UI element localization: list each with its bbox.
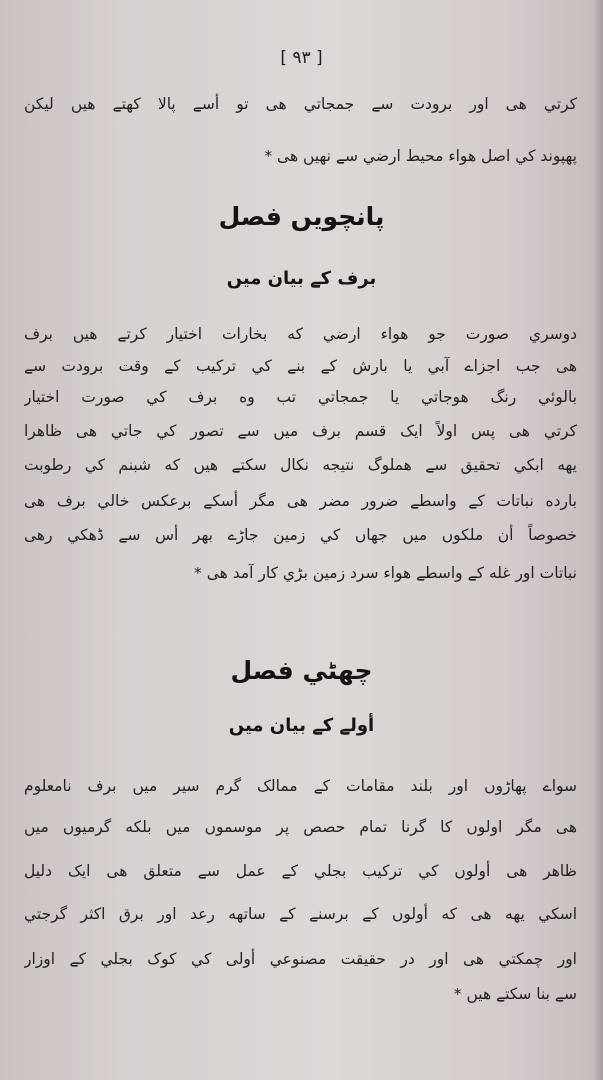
text-line: بالوئي رنگ هوجاتي يا جمجاتي تب وه برف كي صورت اختيار [24,388,577,406]
text-line: سے بنا سكتے هيں * [453,985,577,1003]
chapter-subheading: برف كے بيان ميں [226,268,377,289]
text-line: بارده نباتات كے واسطے ضرور مضر هى مگر أسكے برعكس خالي برف هى [24,492,577,510]
chapter-subheading: أولے كے بيان ميں [228,715,375,736]
page-number: [ ٩٣ ] [280,48,323,68]
chapter-heading: چهٹي فصل [230,656,373,685]
text-line: پهپوند كي اصل هواء محيط ارضي سے نهيں هى * [264,147,577,165]
text-line: اور چمكتي هى اور در حقيقت مصنوعي أولى كي كوک بجلي كے اوزار [24,950,577,968]
text-line: هى مگر اولوں كا گرنا تمام حصص پر موسموں ميں بلكه گرميوں ميں [24,818,577,836]
text-line: اسكي يهه هى كه أولوں كے برسنے كے ساتهه رعد اور برق اكثر گرجتي [24,905,577,923]
text-line: يهه ابكي تحقيق سے هملوگ نتيجه نكال سكتے هيں كه شبنم كي رطوبت [24,456,577,474]
text-line: نباتات اور غله كے واسطے هواء سرد زمين بڑي كار آمد هى * [194,564,577,582]
text-line: هى جب اجزاے آبي يا بارش كے بنے كي تركيب كے وقت برودت سے [24,357,577,375]
text-line: سواے پهاڑوں اور بلند مقامات كے ممالک گرم سير ميں برف نامعلوم [24,777,577,795]
text-line: خصوصاً أن ملكوں ميں جهاں كي زمين جاڑے بهر أس سے ڈهكي رهى [24,526,577,544]
page-spine-shadow [593,0,603,1080]
chapter-heading: پانچويں فصل [218,202,385,231]
text-line: كرتي هى پس اولاً ايک قسم برف ميں سے تصور كي جاتي هى ظاهرا [24,422,577,440]
text-line: ظاهر هى أولوں كي تركيب بجلي كے عمل سے متعلق هى ايک دليل [24,862,577,880]
text-line: دوسري صورت جو هواء ارضي كه بخارات اختيار كرتے هيں برف [24,325,577,343]
text-line: كرتي هى اور برودت سے جمجاتي هى تو أسے پالا كهتے هيں ليكن [24,95,577,113]
